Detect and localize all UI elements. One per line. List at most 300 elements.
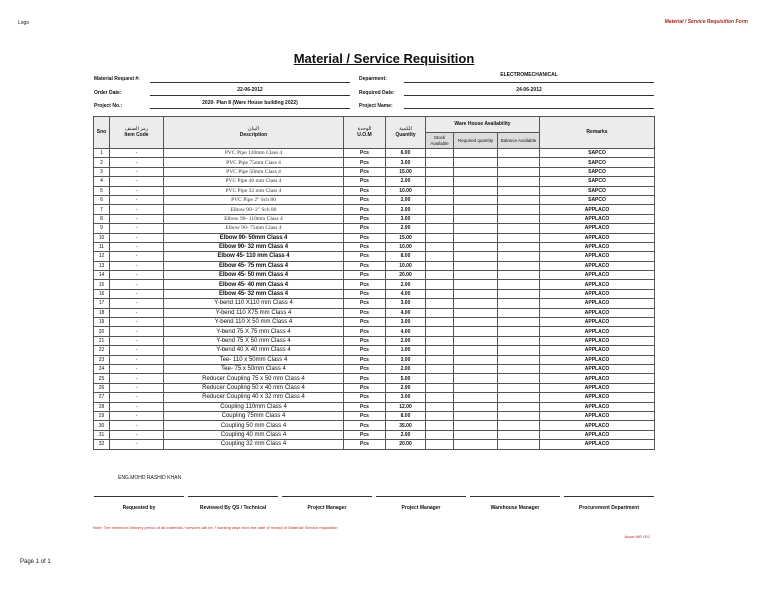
header-item-code-ar: رمز الصنف xyxy=(124,125,149,132)
row-item-code: - xyxy=(110,308,164,317)
row-quantity: 15.00 xyxy=(386,167,426,176)
row-quantity: 10.00 xyxy=(386,186,426,195)
row-item-code: - xyxy=(110,336,164,345)
row-remarks: SAPCO xyxy=(540,186,655,195)
row-description: Y-bend 110 X 50 mm Class 4 xyxy=(164,318,344,327)
row-uom: Pcs xyxy=(344,336,386,345)
row-uom: Pcs xyxy=(344,233,386,242)
row-quantity: 15.00 xyxy=(386,233,426,242)
row-required-quantity xyxy=(454,261,498,270)
row-item-code: - xyxy=(110,271,164,280)
row-stock-available xyxy=(426,186,454,195)
row-description: Coupling 110mm Class 4 xyxy=(164,402,344,411)
row-remarks: APPLACO xyxy=(540,261,655,270)
row-item-code: - xyxy=(110,214,164,223)
row-balance-available xyxy=(498,186,540,195)
header-item-code-en: Item Code xyxy=(124,131,149,138)
row-required-quantity xyxy=(454,233,498,242)
table-row xyxy=(94,167,655,176)
row-quantity: 3.00 xyxy=(386,214,426,223)
row-quantity: 3.00 xyxy=(386,318,426,327)
row-balance-available xyxy=(498,167,540,176)
row-balance-available xyxy=(498,149,540,158)
row-required-quantity xyxy=(454,411,498,420)
header-description-en: Description xyxy=(239,131,268,138)
row-sno: 5 xyxy=(94,186,110,195)
order-date-value: 22-06-2012 xyxy=(237,87,263,93)
table-row xyxy=(94,280,655,289)
row-remarks: APPLACO xyxy=(540,252,655,261)
row-required-quantity xyxy=(454,346,498,355)
row-stock-available xyxy=(426,336,454,345)
row-quantity: 2.00 xyxy=(386,177,426,186)
row-uom: Pcs xyxy=(344,261,386,270)
row-stock-available xyxy=(426,308,454,317)
row-quantity: 5.00 xyxy=(386,374,426,383)
required-date-line xyxy=(404,95,654,96)
row-uom: Pcs xyxy=(344,364,386,373)
page-title-text: Material / Service Requisition xyxy=(293,51,475,66)
department-line xyxy=(404,82,654,83)
row-sno: 10 xyxy=(94,233,110,242)
row-item-code: - xyxy=(110,430,164,439)
row-uom: Pcs xyxy=(344,327,386,336)
row-sno: 16 xyxy=(94,289,110,298)
row-uom: Pcs xyxy=(344,205,386,214)
row-required-quantity xyxy=(454,355,498,364)
row-sno: 2 xyxy=(94,158,110,167)
row-required-quantity xyxy=(454,271,498,280)
header-quantity-ar: الكمية xyxy=(399,125,412,132)
row-sno: 1 xyxy=(94,149,110,158)
signature-procurement: Procurement Department xyxy=(578,505,639,511)
row-sno: 21 xyxy=(94,336,110,345)
row-quantity: 2.00 xyxy=(386,383,426,392)
signature-line-6 xyxy=(564,496,654,497)
row-remarks: APPLACO xyxy=(540,411,655,420)
row-quantity: 2.00 xyxy=(386,195,426,204)
row-balance-available xyxy=(498,364,540,373)
row-stock-available xyxy=(426,289,454,298)
form-name: Material / Service Requisition Form xyxy=(664,19,748,25)
table-row xyxy=(94,346,655,355)
row-description: Elbow 90- 32 mm Class 4 xyxy=(164,242,344,251)
required-date-value: 24-06-2012 xyxy=(516,87,542,93)
header-item-code xyxy=(110,117,164,149)
row-uom: Pcs xyxy=(344,411,386,420)
row-item-code: - xyxy=(110,346,164,355)
row-remarks: APPLACO xyxy=(540,205,655,214)
row-quantity: 6.00 xyxy=(386,149,426,158)
table-row xyxy=(94,318,655,327)
table-row xyxy=(94,440,655,449)
project-name-label: Project Name: xyxy=(359,103,393,109)
row-sno: 9 xyxy=(94,224,110,233)
row-sno: 31 xyxy=(94,430,110,439)
row-balance-available xyxy=(498,252,540,261)
department-label: Deparment: xyxy=(359,76,387,82)
row-item-code: - xyxy=(110,411,164,420)
table-row xyxy=(94,242,655,251)
table-row xyxy=(94,214,655,223)
row-sno: 29 xyxy=(94,411,110,420)
row-description: PVC Pipe 2" Sch 80 xyxy=(164,195,344,204)
row-uom: Pcs xyxy=(344,393,386,402)
row-remarks: APPLACO xyxy=(540,308,655,317)
row-description: Tee- 110 x 50mm Class 4 xyxy=(164,355,344,364)
row-sno: 7 xyxy=(94,205,110,214)
table-row xyxy=(94,186,655,195)
row-required-quantity xyxy=(454,364,498,373)
row-description: Elbow 90- 2" Sch 80 xyxy=(164,205,344,214)
department-value: ELECTROMECHANICAL xyxy=(500,72,558,78)
row-sno: 6 xyxy=(94,195,110,204)
row-description: Coupling 40 mm Class 4 xyxy=(164,430,344,439)
row-remarks: APPLACO xyxy=(540,355,655,364)
row-balance-available xyxy=(498,318,540,327)
row-quantity: 8.00 xyxy=(386,411,426,420)
row-description: Y-bend 110 X110 mm Class 4 xyxy=(164,299,344,308)
row-remarks: APPLACO xyxy=(540,299,655,308)
delivery-note: Note: The minimum Delivery period of all materials / services will be 7 working days from the date of receipt of Material/ Service requisition xyxy=(93,525,338,530)
engineer-name: ENG.MOHD RASHID KHAN xyxy=(118,475,182,481)
row-stock-available xyxy=(426,346,454,355)
row-stock-available xyxy=(426,383,454,392)
header-description xyxy=(164,117,344,149)
row-uom: Pcs xyxy=(344,308,386,317)
row-stock-available xyxy=(426,271,454,280)
row-remarks: SAPCO xyxy=(540,177,655,186)
row-stock-available xyxy=(426,214,454,223)
table-row xyxy=(94,233,655,242)
row-stock-available xyxy=(426,242,454,251)
row-sno: 11 xyxy=(94,242,110,251)
row-quantity: 20.00 xyxy=(386,440,426,449)
row-balance-available xyxy=(498,261,540,270)
row-balance-available xyxy=(498,205,540,214)
row-uom: Pcs xyxy=(344,177,386,186)
row-description: Reducer Coupling 75 x 50 mm Class 4 xyxy=(164,374,344,383)
row-remarks: SAPCO xyxy=(540,167,655,176)
row-required-quantity xyxy=(454,318,498,327)
table-row xyxy=(94,252,655,261)
row-description: PVC Pipe 40 mm Class 4 xyxy=(164,177,344,186)
row-quantity: 3.00 xyxy=(386,299,426,308)
row-quantity: 4.00 xyxy=(386,308,426,317)
row-uom: Pcs xyxy=(344,430,386,439)
row-description: Y-bend 75 X 75 mm Class 4 xyxy=(164,327,344,336)
row-quantity: 10.00 xyxy=(386,242,426,251)
row-required-quantity xyxy=(454,186,498,195)
page-title xyxy=(0,51,768,66)
header-sno: Sno xyxy=(94,117,110,149)
row-item-code: - xyxy=(110,289,164,298)
row-stock-available xyxy=(426,177,454,186)
row-sno: 30 xyxy=(94,421,110,430)
row-item-code: - xyxy=(110,280,164,289)
row-balance-available xyxy=(498,280,540,289)
row-sno: 13 xyxy=(94,261,110,270)
row-required-quantity xyxy=(454,158,498,167)
row-sno: 14 xyxy=(94,271,110,280)
row-required-quantity xyxy=(454,299,498,308)
row-remarks: APPLACO xyxy=(540,393,655,402)
row-stock-available xyxy=(426,280,454,289)
row-uom: Pcs xyxy=(344,346,386,355)
row-required-quantity xyxy=(454,252,498,261)
header-required-quantity: Required quantity xyxy=(454,133,498,149)
row-remarks: APPLACO xyxy=(540,280,655,289)
row-remarks: APPLACO xyxy=(540,233,655,242)
row-sno: 25 xyxy=(94,374,110,383)
row-remarks: APPLACO xyxy=(540,242,655,251)
table-row xyxy=(94,195,655,204)
row-required-quantity xyxy=(454,205,498,214)
project-no-line xyxy=(150,108,350,109)
row-balance-available xyxy=(498,158,540,167)
row-item-code: - xyxy=(110,383,164,392)
row-uom: Pcs xyxy=(344,280,386,289)
row-item-code: - xyxy=(110,440,164,449)
row-item-code: - xyxy=(110,195,164,204)
row-balance-available xyxy=(498,421,540,430)
row-sno: 27 xyxy=(94,393,110,402)
row-remarks: APPLACO xyxy=(540,346,655,355)
row-uom: Pcs xyxy=(344,214,386,223)
row-balance-available xyxy=(498,374,540,383)
header-balance-available: Balance Available xyxy=(498,133,540,149)
row-description: PVC Pipe 32 mm Class 4 xyxy=(164,186,344,195)
row-description: Elbow 45- 50 mm Class 4 xyxy=(164,271,344,280)
row-sno: 24 xyxy=(94,364,110,373)
table-row xyxy=(94,271,655,280)
row-sno: 18 xyxy=(94,308,110,317)
row-quantity: 2.00 xyxy=(386,224,426,233)
row-item-code: - xyxy=(110,393,164,402)
row-description: Reducer Coupling 40 x 32 mm Class 4 xyxy=(164,393,344,402)
header-uom-ar: الوحدة xyxy=(357,125,372,132)
signature-project-manager-2: Project Manager xyxy=(401,505,441,511)
row-required-quantity xyxy=(454,336,498,345)
row-remarks: APPLACO xyxy=(540,271,655,280)
table-row xyxy=(94,411,655,420)
row-required-quantity xyxy=(454,149,498,158)
row-uom: Pcs xyxy=(344,242,386,251)
row-item-code: - xyxy=(110,327,164,336)
row-stock-available xyxy=(426,411,454,420)
row-quantity: 2.00 xyxy=(386,364,426,373)
row-item-code: - xyxy=(110,177,164,186)
table-row xyxy=(94,224,655,233)
row-remarks: APPLACO xyxy=(540,318,655,327)
row-item-code: - xyxy=(110,224,164,233)
table-row xyxy=(94,177,655,186)
header-quantity xyxy=(386,117,426,149)
header-remarks: Remarks xyxy=(540,117,655,149)
row-stock-available xyxy=(426,430,454,439)
row-required-quantity xyxy=(454,289,498,298)
row-uom: Pcs xyxy=(344,224,386,233)
row-stock-available xyxy=(426,440,454,449)
row-required-quantity xyxy=(454,308,498,317)
row-balance-available xyxy=(498,214,540,223)
row-item-code: - xyxy=(110,318,164,327)
row-quantity: 12.00 xyxy=(386,402,426,411)
required-date-label: Required Date: xyxy=(359,90,395,96)
row-uom: Pcs xyxy=(344,374,386,383)
row-uom: Pcs xyxy=(344,158,386,167)
row-item-code: - xyxy=(110,261,164,270)
row-sno: 22 xyxy=(94,346,110,355)
row-balance-available xyxy=(498,233,540,242)
row-remarks: SAPCO xyxy=(540,158,655,167)
table-row xyxy=(94,374,655,383)
row-balance-available xyxy=(498,402,540,411)
row-stock-available xyxy=(426,402,454,411)
header-uom xyxy=(344,117,386,149)
row-description: Elbow 45- 32 mm Class 4 xyxy=(164,289,344,298)
row-stock-available xyxy=(426,327,454,336)
row-required-quantity xyxy=(454,224,498,233)
row-balance-available xyxy=(498,336,540,345)
row-uom: Pcs xyxy=(344,318,386,327)
row-quantity: 2.00 xyxy=(386,205,426,214)
row-sno: 15 xyxy=(94,280,110,289)
row-stock-available xyxy=(426,205,454,214)
row-uom: Pcs xyxy=(344,440,386,449)
row-remarks: APPLACO xyxy=(540,336,655,345)
row-stock-available xyxy=(426,233,454,242)
table-row xyxy=(94,261,655,270)
items-table-body xyxy=(94,149,655,450)
row-item-code: - xyxy=(110,186,164,195)
signature-warehouse-manager: Warehouse Manager xyxy=(490,505,540,511)
row-required-quantity xyxy=(454,421,498,430)
row-quantity: 2.00 xyxy=(386,430,426,439)
row-uom: Pcs xyxy=(344,299,386,308)
row-item-code: - xyxy=(110,205,164,214)
row-stock-available xyxy=(426,224,454,233)
row-quantity: 2.00 xyxy=(386,280,426,289)
signature-line-2 xyxy=(188,496,278,497)
row-uom: Pcs xyxy=(344,421,386,430)
row-remarks: APPLACO xyxy=(540,364,655,373)
project-no-value: 2020- Plan 8 (Ware House building 2022) xyxy=(202,100,298,106)
row-item-code: - xyxy=(110,149,164,158)
row-quantity: 2.00 xyxy=(386,336,426,345)
row-balance-available xyxy=(498,440,540,449)
row-required-quantity xyxy=(454,167,498,176)
signature-line-3 xyxy=(282,496,372,497)
table-row xyxy=(94,393,655,402)
row-item-code: - xyxy=(110,421,164,430)
row-description: PVC Pipe 50mm Class 4 xyxy=(164,167,344,176)
signature-reviewed-by: Reviewed By QS / Technical xyxy=(199,505,267,511)
row-remarks: APPLACO xyxy=(540,421,655,430)
row-uom: Pcs xyxy=(344,271,386,280)
row-remarks: APPLACO xyxy=(540,402,655,411)
project-name-line xyxy=(404,108,654,109)
row-sno: 20 xyxy=(94,327,110,336)
row-required-quantity xyxy=(454,374,498,383)
row-required-quantity xyxy=(454,327,498,336)
row-description: Coupling 75mm Class 4 xyxy=(164,411,344,420)
row-remarks: SAPCO xyxy=(540,195,655,204)
order-date-label: Order Date: xyxy=(94,90,122,96)
row-item-code: - xyxy=(110,233,164,242)
row-stock-available xyxy=(426,318,454,327)
row-item-code: - xyxy=(110,374,164,383)
row-sno: 23 xyxy=(94,355,110,364)
row-uom: Pcs xyxy=(344,167,386,176)
header-description-ar: البيان xyxy=(247,125,260,132)
row-stock-available xyxy=(426,299,454,308)
row-sno: 17 xyxy=(94,299,110,308)
row-balance-available xyxy=(498,383,540,392)
table-row xyxy=(94,364,655,373)
table-row xyxy=(94,402,655,411)
row-uom: Pcs xyxy=(344,149,386,158)
row-item-code: - xyxy=(110,252,164,261)
header-quantity-en: Quantity xyxy=(395,131,416,138)
row-balance-available xyxy=(498,346,540,355)
row-stock-available xyxy=(426,374,454,383)
table-row xyxy=(94,421,655,430)
row-item-code: - xyxy=(110,402,164,411)
row-remarks: APPLACO xyxy=(540,383,655,392)
row-balance-available xyxy=(498,355,540,364)
row-description: Elbow 45- 110 mm Class 4 xyxy=(164,252,344,261)
row-balance-available xyxy=(498,289,540,298)
row-item-code: - xyxy=(110,167,164,176)
row-required-quantity xyxy=(454,177,498,186)
table-row xyxy=(94,205,655,214)
row-sno: 3 xyxy=(94,167,110,176)
row-item-code: - xyxy=(110,299,164,308)
order-date-line xyxy=(150,95,350,96)
row-description: Elbow 90- 110mm Class 4 xyxy=(164,214,344,223)
row-sno: 4 xyxy=(94,177,110,186)
header-uom-en: U.O.M xyxy=(357,131,372,138)
signature-project-manager: Project Manager xyxy=(307,505,347,511)
row-required-quantity xyxy=(454,383,498,392)
form-reference: Asset-MR-001 xyxy=(624,534,650,539)
table-row xyxy=(94,158,655,167)
row-required-quantity xyxy=(454,195,498,204)
row-required-quantity xyxy=(454,440,498,449)
row-description: Elbow 45- 75 mm Class 4 xyxy=(164,261,344,270)
row-quantity: 4.00 xyxy=(386,327,426,336)
row-item-code: - xyxy=(110,355,164,364)
row-balance-available xyxy=(498,411,540,420)
row-sno: 8 xyxy=(94,214,110,223)
material-request-label: Material Request #: xyxy=(94,76,140,82)
row-uom: Pcs xyxy=(344,186,386,195)
table-row xyxy=(94,336,655,345)
row-sno: 19 xyxy=(94,318,110,327)
table-row xyxy=(94,327,655,336)
row-description: Coupling 50 mm Class 4 xyxy=(164,421,344,430)
signature-line-1 xyxy=(94,496,184,497)
row-uom: Pcs xyxy=(344,355,386,364)
row-quantity: 20.00 xyxy=(386,271,426,280)
table-row xyxy=(94,355,655,364)
row-stock-available xyxy=(426,393,454,402)
row-sno: 12 xyxy=(94,252,110,261)
row-description: Elbow 90- 75mm Class 4 xyxy=(164,224,344,233)
table-row xyxy=(94,299,655,308)
row-sno: 32 xyxy=(94,440,110,449)
